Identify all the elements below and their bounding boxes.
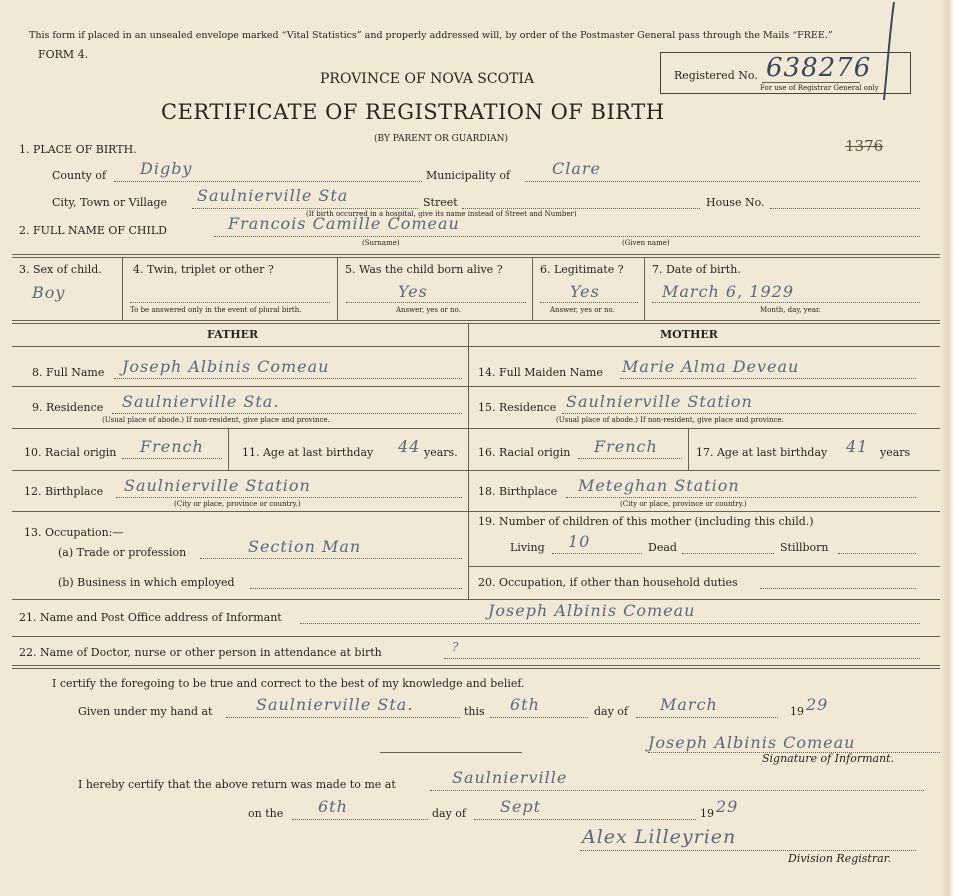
date-value: March 6, 1929 — [662, 282, 794, 301]
father-racial-value: French — [140, 437, 204, 456]
registrar-signature: Alex Lilleyrien — [582, 826, 737, 848]
mother-racial-label: 16. Racial origin — [478, 446, 571, 459]
paper-edge — [940, 0, 954, 896]
living-line — [552, 553, 642, 554]
father-residence-value: Saulnierville Sta. — [122, 392, 280, 411]
municipality-label: Municipality of — [426, 169, 511, 182]
surname-note: (Surname) — [362, 239, 400, 247]
twin-note: To be answered only in the event of plural birth. — [130, 306, 302, 314]
registrar-label: Division Registrar. — [788, 852, 892, 865]
father-years-label: years. — [424, 446, 458, 459]
return-line: I hereby certify that the above return was made to me at — [78, 778, 396, 791]
informant-value: Joseph Albinis Comeau — [488, 601, 696, 620]
mother-residence-label: 15. Residence — [478, 401, 557, 414]
trade-label: (a) Trade or profession — [58, 546, 187, 559]
business-label: (b) Business in which employed — [58, 576, 235, 589]
city-line — [192, 208, 418, 209]
date-note: Month, day, year. — [760, 306, 821, 314]
living-label: Living — [510, 541, 545, 554]
father-birthplace-value: Saulnierville Station — [124, 476, 311, 495]
living-value: 10 — [568, 532, 591, 551]
corner-number: 1376 — [845, 137, 884, 155]
mother-occupation-label: 20. Occupation, if other than household duties — [478, 576, 738, 589]
informant-label: 21. Name and Post Office address of Informant — [19, 611, 282, 624]
mother-name-value: Marie Alma Deveau — [622, 357, 800, 376]
legit-note: Answer, yes or no. — [550, 306, 615, 314]
informant-signature-label: Signature of Informant. — [762, 752, 895, 765]
certify-line: I certify the foregoing to be true and correct to the best of my knowledge and belief. — [52, 677, 525, 690]
rule — [12, 257, 940, 258]
registered-label: Registered No. — [674, 69, 758, 82]
father-residence-line — [112, 413, 462, 414]
child-name-line — [214, 236, 920, 237]
ink-stroke — [860, 0, 900, 110]
father-residence-label: 9. Residence — [32, 401, 104, 414]
mother-birthplace-label: 18. Birthplace — [478, 485, 558, 498]
city-label: City, Town or Village — [52, 196, 167, 209]
return-place: Saulnierville — [452, 768, 568, 787]
mother-header: MOTHER — [660, 328, 718, 341]
certificate-subtitle: (BY PARENT OR GUARDIAN) — [374, 134, 509, 144]
mother-years-label: years — [880, 446, 911, 459]
father-name-label: 8. Full Name — [32, 366, 105, 379]
business-line — [250, 588, 462, 589]
rule — [12, 320, 940, 321]
given-place-line — [226, 717, 460, 718]
trade-value: Section Man — [248, 537, 362, 556]
rule — [12, 668, 940, 669]
stillborn-line — [838, 553, 916, 554]
mother-racial-line — [578, 458, 682, 459]
return-place-line — [430, 790, 924, 791]
mother-birthplace-line — [566, 497, 916, 498]
house-line — [770, 208, 920, 209]
mother-racial-value: French — [594, 437, 658, 456]
rule — [228, 428, 229, 470]
father-age-label: 11. Age at last birthday — [242, 446, 374, 459]
on-dayof-label: day of — [432, 807, 467, 820]
dayof-label: day of — [594, 705, 629, 718]
attendant-line — [444, 658, 920, 659]
rule — [12, 386, 940, 387]
mother-residence-note: (Usual place of abode.) If non-resident, give place and province. — [556, 416, 784, 424]
street-line — [462, 208, 700, 209]
mother-name-line — [620, 378, 916, 379]
rule — [12, 346, 940, 347]
stillborn-label: Stillborn — [780, 541, 829, 554]
rule — [12, 665, 940, 666]
sex-value: Boy — [32, 283, 66, 302]
attendant-label: 22. Name of Doctor, nurse or other person in attendance at birth — [19, 646, 382, 659]
father-birthplace-label: 12. Birthplace — [24, 485, 104, 498]
postal-note: This form if placed in an unsealed envelope marked “Vital Statistics” and properly addressed will, by order of the Postmaster General pass through the Mails “FREE.” — [29, 30, 833, 41]
informant-signature: Joseph Albinis Comeau — [648, 733, 856, 752]
children-label: 19. Number of children of this mother (including this child.) — [478, 515, 814, 528]
rule — [380, 752, 522, 753]
alive-label: 5. Was the child born alive ? — [345, 263, 503, 276]
child-name-value: Francois Camille Comeau — [228, 214, 460, 233]
twin-line — [130, 302, 330, 303]
mother-birthplace-note: (City or place, province or country.) — [620, 500, 747, 508]
rule — [12, 470, 940, 471]
mother-occupation-line — [760, 588, 916, 589]
father-residence-note: (Usual place of abode.) If non-resident, give place and province. — [102, 416, 330, 424]
mother-residence-line — [562, 413, 916, 414]
on-year-prefix: 19 — [700, 807, 714, 820]
on-day-value: 6th — [318, 797, 348, 816]
dead-line — [682, 553, 774, 554]
rule — [532, 257, 533, 320]
place-of-birth-label: 1. PLACE OF BIRTH. — [19, 143, 137, 156]
given-place: Saulnierville Sta. — [256, 695, 414, 714]
child-name-label: 2. FULL NAME OF CHILD — [19, 224, 167, 237]
date-label: 7. Date of birth. — [652, 263, 741, 276]
registered-note: For use of Registrar General only — [760, 84, 879, 92]
on-month-line — [474, 819, 696, 820]
province-heading: PROVINCE OF NOVA SCOTIA — [320, 71, 535, 87]
day-value: 6th — [510, 695, 540, 714]
father-birthplace-line — [116, 497, 462, 498]
certificate-title: CERTIFICATE OF REGISTRATION OF BIRTH — [161, 100, 665, 124]
hospital-note: (If birth occurred in a hospital, give its name instead of Street and Number) — [306, 210, 577, 218]
rule — [468, 323, 469, 599]
given-note: (Given name) — [622, 239, 670, 247]
dead-label: Dead — [648, 541, 677, 554]
mother-age-value: 41 — [846, 437, 869, 456]
registrar-signature-line — [580, 850, 916, 851]
rule — [12, 599, 940, 600]
father-birthplace-note: (City or place, province or country.) — [174, 500, 301, 508]
county-label: County of — [52, 169, 107, 182]
county-value: Digby — [140, 159, 193, 178]
father-racial-line — [122, 458, 222, 459]
twin-label: 4. Twin, triplet or other ? — [133, 263, 274, 276]
rule — [122, 257, 123, 320]
rule — [12, 323, 940, 324]
county-line — [114, 181, 422, 182]
rule — [644, 257, 645, 320]
year-prefix: 19 — [790, 705, 804, 718]
occupation-label: 13. Occupation:— — [24, 526, 124, 539]
date-line — [652, 302, 920, 303]
on-month-value: Sept — [500, 797, 542, 816]
rule — [337, 257, 338, 320]
registered-number: 638276 — [766, 53, 872, 83]
given-label: Given under my hand at — [78, 705, 213, 718]
on-day-line — [292, 819, 428, 820]
father-age-value: 44 — [398, 437, 421, 456]
day-line — [490, 717, 588, 718]
alive-value: Yes — [398, 282, 428, 301]
alive-line — [346, 302, 526, 303]
house-label: House No. — [706, 196, 765, 209]
alive-note: Answer, yes or no. — [396, 306, 461, 314]
municipality-value: Clare — [552, 159, 602, 178]
mother-residence-value: Saulnierville Station — [566, 392, 753, 411]
father-header: FATHER — [207, 328, 259, 341]
month-line — [636, 717, 778, 718]
rule — [12, 254, 940, 255]
month-value: March — [660, 695, 718, 714]
legit-value: Yes — [570, 282, 600, 301]
legit-label: 6. Legitimate ? — [540, 263, 624, 276]
city-value: Saulnierville Sta — [197, 186, 349, 205]
father-name-value: Joseph Albinis Comeau — [122, 357, 330, 376]
mother-birthplace-value: Meteghan Station — [578, 476, 740, 495]
informant-line — [300, 623, 920, 624]
father-racial-label: 10. Racial origin — [24, 446, 117, 459]
legit-line — [540, 302, 638, 303]
municipality-line — [525, 181, 920, 182]
father-name-line — [114, 378, 462, 379]
rule — [688, 428, 689, 470]
street-label: Street — [423, 196, 458, 209]
trade-line — [200, 558, 462, 559]
mother-name-label: 14. Full Maiden Name — [478, 366, 603, 379]
rule — [12, 636, 940, 637]
rule — [12, 428, 940, 429]
sex-label: 3. Sex of child. — [19, 263, 102, 276]
rule — [468, 566, 940, 567]
form-number: FORM 4. — [38, 48, 89, 61]
on-the-label: on the — [248, 807, 284, 820]
attendant-value: ? — [452, 640, 460, 654]
this-label: this — [464, 705, 485, 718]
on-year-value: 29 — [716, 797, 739, 816]
mother-age-label: 17. Age at last birthday — [696, 446, 828, 459]
year-value: 29 — [806, 695, 829, 714]
rule — [12, 511, 940, 512]
